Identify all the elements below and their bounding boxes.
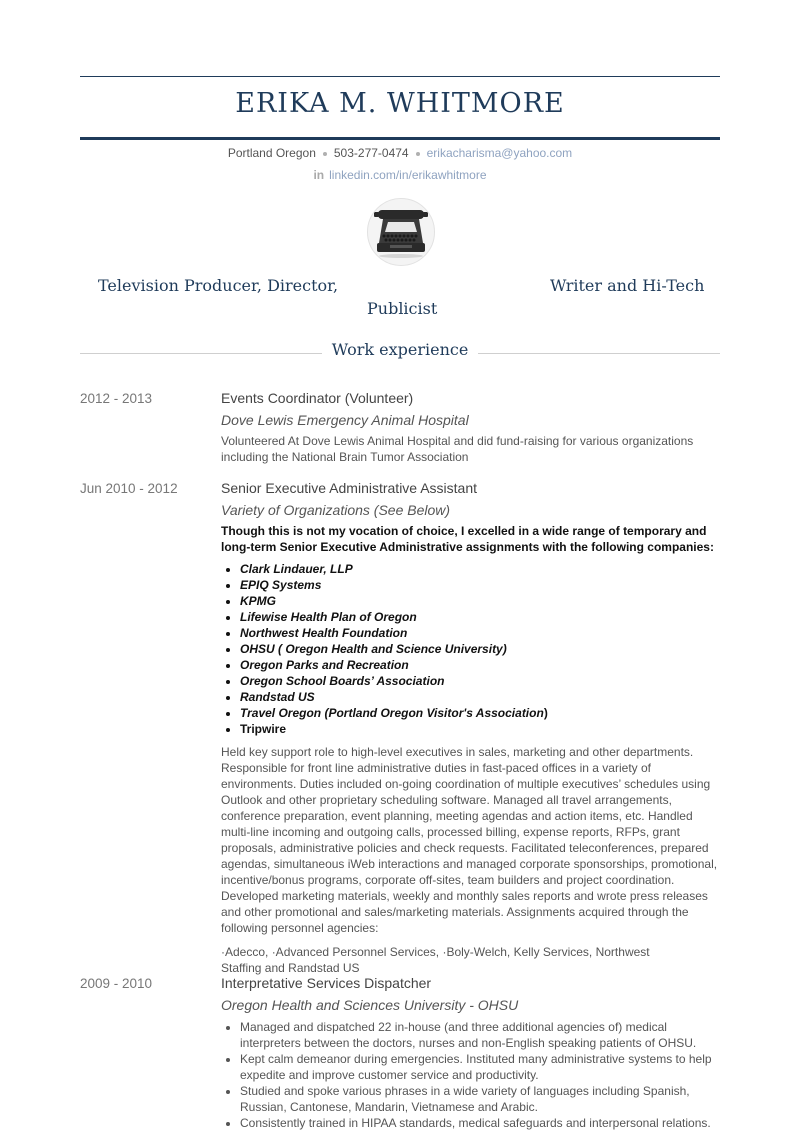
list-item: • Studied and spoke various phrases in a wide variety of languages including Spanish, Russian, Cantonese, Mandarin, Vietnamese and Arabic.	[240, 1083, 721, 1115]
social-line	[0, 168, 800, 182]
job-title: Events Coordinator (Volunteer)	[221, 390, 414, 406]
job-description: Volunteered At Dove Lewis Animal Hospital and did fund-raising for various organizations including the National Brain Tumor Association	[221, 434, 694, 464]
duty-list	[221, 1019, 721, 1131]
list-item	[240, 705, 721, 721]
list-item: • OHSU ( Oregon Health and Science University)	[240, 641, 721, 657]
company-list	[221, 561, 721, 737]
list-item: • Oregon Parks and Recreation	[240, 657, 721, 673]
company-suffix: )	[543, 706, 548, 720]
list-item: • Lifewise Health Plan of Oregon	[240, 609, 721, 625]
job-dates: 2009 - 2010	[80, 976, 153, 991]
top-rule	[80, 76, 720, 77]
job-entry	[221, 390, 721, 465]
job-agencies: ·Adecco, ·Advanced Personnel Services, ·Boly-Welch, Kelly Services, Northwest Staffing and Randstad US	[221, 945, 650, 975]
typewriter-icon	[368, 199, 434, 265]
job-dates: Jun 2010 - 2012	[80, 481, 178, 496]
list-item: • Randstad US	[240, 689, 721, 705]
list-item: • Northwest Health Foundation	[240, 625, 721, 641]
job-title: Interpretative Services Dispatcher	[221, 975, 432, 991]
name-rule	[80, 137, 720, 140]
candidate-name: ERIKA M. WHITMORE	[235, 88, 565, 119]
linkedin-icon: in	[313, 168, 325, 182]
email-link[interactable]: erikacharisma@yahoo.com	[426, 146, 573, 160]
job-description: Held key support role to high-level executives in sales, marketing and other departments. Responsible for front line administrative duties in fast-paced offices in a variety of environments. Duties included on-going coordination of multiple executives’ schedules using Outlook and other proprietary scheduling software. Managed all travel arrangements, conference preparation, event planning, meeting agendas and action items, etc. Handled multi-line incoming and outgoing calls, processed billing, expense reports, RFPs, grant proposals, administrative policies and check requests. Facilitated teleconferences, prepared agendas, simultaneous iWeb interactions and managed corporate sponsorships, promotional, incentive/bonus programs, corporate off-sites, team builders and project coordination. Developed marketing materials, weekly and monthly sales reports and wrote press releases and other promotional and sales/marketing materials. Assignments acquired through the following personnel agencies:	[221, 745, 718, 935]
job-organization: Oregon Health and Sciences University - OHSU	[221, 997, 519, 1013]
section-line-right	[478, 353, 720, 354]
list-item: • Kept calm demeanor during emergencies. Instituted many administrative systems to help expedite and improve customer service and productivity.	[240, 1051, 721, 1083]
linkedin-link[interactable]: linkedin.com/in/erikawhitmore	[329, 168, 487, 182]
list-item: • Consistently trained in HIPAA standards, medical safeguards and interpersonal relations.	[240, 1115, 721, 1131]
list-item: • Clark Lindauer, LLP	[240, 561, 721, 577]
list-item: • Tripwire	[240, 721, 721, 737]
job-dates: 2012 - 2013	[80, 391, 153, 406]
contact-line	[0, 146, 800, 160]
headline-part-2: Writer and Hi-Tech	[550, 276, 705, 295]
section-title: Work experience	[331, 340, 469, 359]
job-entry	[221, 480, 721, 976]
job-organization: Dove Lewis Emergency Animal Hospital	[221, 412, 469, 428]
list-item: • Managed and dispatched 22 in-house (and three additional agencies of) medical interpreters between the doctors, nurses and non-English speaking patients of OHSU.	[240, 1019, 721, 1051]
location: Portland Oregon	[227, 146, 316, 160]
separator-dot-icon	[323, 152, 327, 156]
headline-part-3: Publicist	[367, 299, 438, 318]
list-item: • Oregon School Boards’ Association	[240, 673, 721, 689]
company-name: Travel Oregon (Portland Oregon Visitor's Association	[240, 706, 544, 720]
separator-dot-icon	[416, 152, 420, 156]
headline-part-1: Television Producer, Director,	[98, 276, 339, 295]
phone: 503-277-0474	[333, 146, 409, 160]
job-organization: Variety of Organizations (See Below)	[221, 502, 451, 518]
list-item: • EPIQ Systems	[240, 577, 721, 593]
job-intro: Though this is not my vocation of choice, I excelled in a wide range of temporary and long-term Senior Executive Administrative assignments with the following companies:	[221, 524, 714, 554]
job-title: Senior Executive Administrative Assistant	[221, 480, 478, 496]
job-entry	[221, 975, 721, 1131]
list-item: • KPMG	[240, 593, 721, 609]
profile-photo	[367, 198, 435, 266]
